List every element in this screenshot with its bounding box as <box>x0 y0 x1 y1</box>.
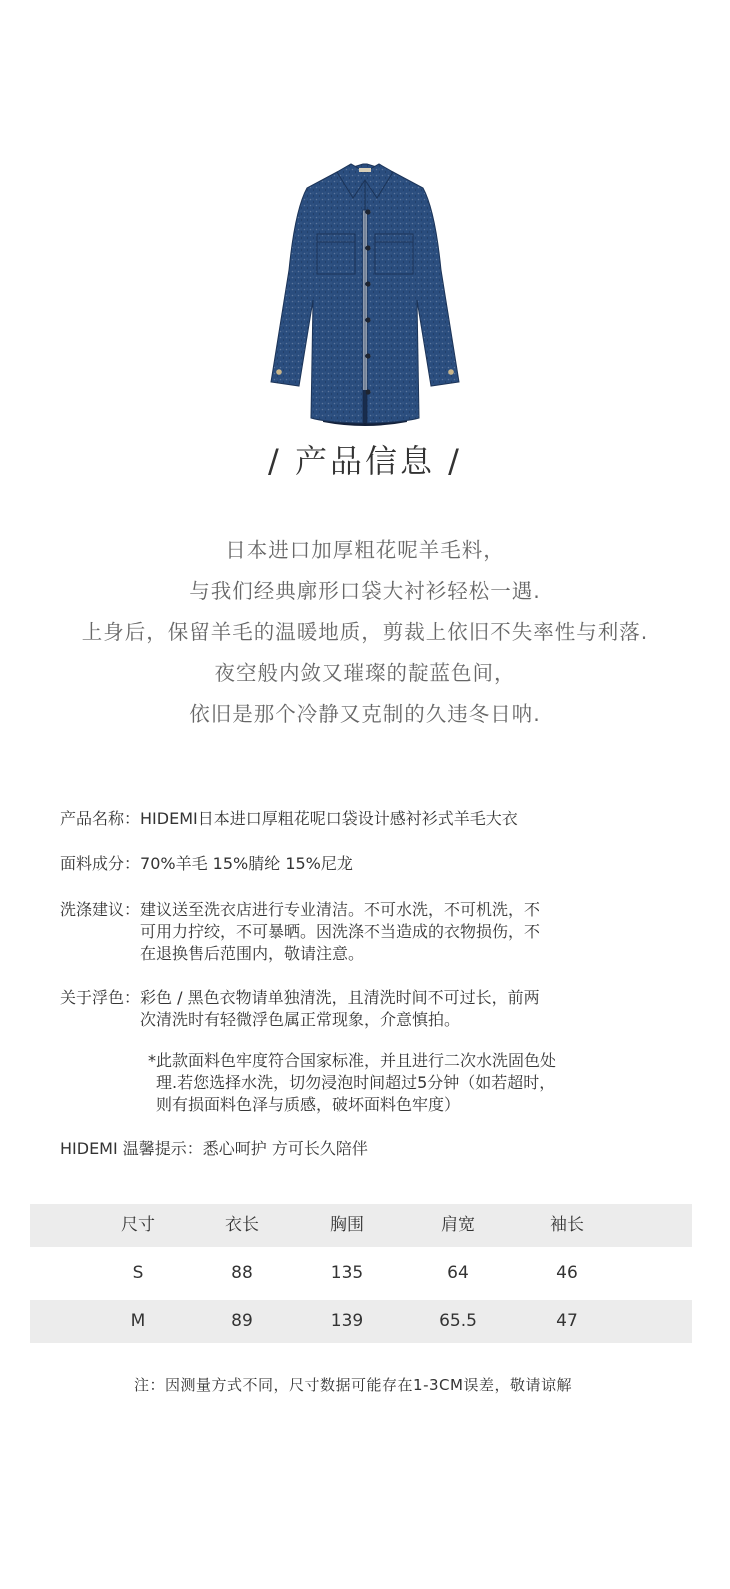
spec-value-line: HIDEMI日本进口厚粗花呢口袋设计感衬衫式羊毛大衣 <box>140 809 518 828</box>
coat-image <box>255 150 475 440</box>
spec-label: 面料成分： <box>60 854 141 873</box>
table-cell: 64 <box>447 1263 469 1283</box>
table-cell: 88 <box>231 1263 253 1283</box>
description-line: 依旧是那个冷静又克制的久违冬日呐. <box>189 702 541 726</box>
table-cell: 89 <box>231 1311 253 1331</box>
size-footnote: 注：因测量方式不同，尺寸数据可能存在1-3CM误差，敬请谅解 <box>134 1376 572 1394</box>
description-line: 日本进口加厚粗花呢羊毛料， <box>225 538 505 562</box>
spec-value-line: 可用力拧绞，不可暴晒。因洗涤不当造成的衣物损伤，不 <box>140 922 541 941</box>
spec-value-line: 次清洗时有轻微浮色属正常现象，介意慎拍。 <box>140 1010 461 1029</box>
size-table <box>30 1204 692 1343</box>
description-line: 与我们经典廓形口袋大衬衫轻松一遇. <box>189 579 541 603</box>
header-cell: 尺寸 <box>121 1215 155 1235</box>
table-row <box>30 1252 692 1295</box>
table-cell: 46 <box>556 1263 578 1283</box>
section-title: / 产品信息 / <box>268 442 462 480</box>
spec-product-name <box>60 808 680 830</box>
note-line: *此款面料色牢度符合国家标准，并且进行二次水洗固色处 <box>148 1051 557 1070</box>
spec-value <box>140 899 680 965</box>
spec-label: 洗涤建议： <box>60 900 141 919</box>
spec-value-line: 彩色 / 黑色衣物请单独清洗，且清洗时间不可过长，前两 <box>140 988 540 1007</box>
spec-label: 关于浮色： <box>60 988 141 1007</box>
care-tip: HIDEMI 温馨提示：悉心呵护 方可长久陪伴 <box>60 1139 368 1158</box>
spec-value-line: 建议送至洗衣店进行专业清洁。不可水洗，不可机洗，不 <box>140 900 541 919</box>
table-cell: M <box>130 1311 146 1331</box>
note-line: 则有损面料色泽与质感，破坏面料色牢度） <box>156 1095 461 1114</box>
table-cell: 47 <box>556 1311 578 1331</box>
table-cell: S <box>132 1263 144 1283</box>
spec-label: 产品名称： <box>60 809 141 828</box>
spec-color-fading <box>60 987 680 1031</box>
table-cell: 65.5 <box>439 1311 477 1331</box>
header-cell: 衣长 <box>225 1215 259 1235</box>
spec-value-line: 70%羊毛 15%腈纶 15%尼龙 <box>140 854 353 873</box>
header-cell: 胸围 <box>330 1215 364 1235</box>
spec-washing <box>60 899 680 965</box>
colorfastness-note <box>148 1050 688 1116</box>
note-line: 理.若您选择水洗，切勿浸泡时间超过5分钟（如若超时， <box>156 1073 556 1092</box>
spec-value-line: 在退换售后范围内，敬请注意。 <box>140 944 365 963</box>
description-line: 夜空般内敛又璀璨的靛蓝色间， <box>214 661 516 685</box>
header-cell: 袖长 <box>550 1215 584 1235</box>
size-table-header <box>30 1204 692 1247</box>
spec-value <box>140 987 680 1031</box>
spec-value <box>140 853 680 875</box>
spec-value <box>140 808 680 830</box>
table-cell: 139 <box>330 1311 364 1331</box>
product-description <box>0 530 730 735</box>
description-line: 上身后，保留羊毛的温暖地质，剪裁上依旧不失率性与利落. <box>81 620 649 644</box>
header-cell: 肩宽 <box>441 1215 475 1235</box>
table-cell: 135 <box>330 1263 364 1283</box>
spec-fabric <box>60 853 680 875</box>
table-row <box>30 1300 692 1343</box>
